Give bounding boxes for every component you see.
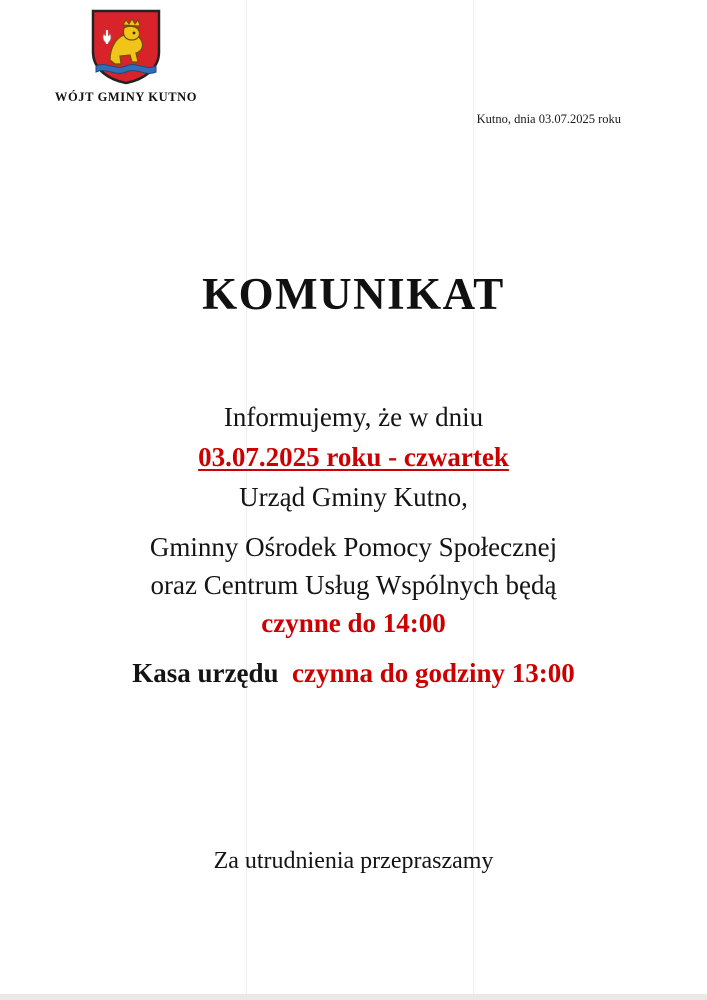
body-line-institution-2: Gminny Ośrodek Pomocy Społecznej bbox=[149, 532, 558, 562]
body-line-hours-open: czynne do 14:00 bbox=[261, 608, 446, 638]
body-line-institution-3: oraz Centrum Usług Wspólnych będą bbox=[150, 570, 557, 600]
announcement-body bbox=[0, 398, 707, 692]
crest-container bbox=[36, 8, 216, 86]
apology-line: Za utrudnienia przepraszamy bbox=[213, 848, 494, 874]
body-line-date-emphasis: 03.07.2025 roku - czwartek bbox=[198, 442, 509, 472]
body-line-intro: Informujemy, że w dniu bbox=[223, 402, 484, 432]
page-title: KOMUNIKAT bbox=[202, 269, 505, 319]
document-header bbox=[36, 0, 296, 105]
cashier-hours: czynna do godziny 13:00 bbox=[291, 658, 575, 688]
date-line: Kutno, dnia 03.07.2025 roku bbox=[476, 112, 621, 126]
body-line-cashier bbox=[0, 654, 707, 692]
coat-of-arms-icon bbox=[90, 8, 162, 86]
body-line-institution-1: Urząd Gminy Kutno, bbox=[239, 482, 468, 512]
page-bottom-edge bbox=[0, 994, 707, 1000]
office-name-label: WÓJT GMINY KUTNO bbox=[54, 90, 198, 104]
cashier-label: Kasa urzędu bbox=[132, 658, 279, 688]
